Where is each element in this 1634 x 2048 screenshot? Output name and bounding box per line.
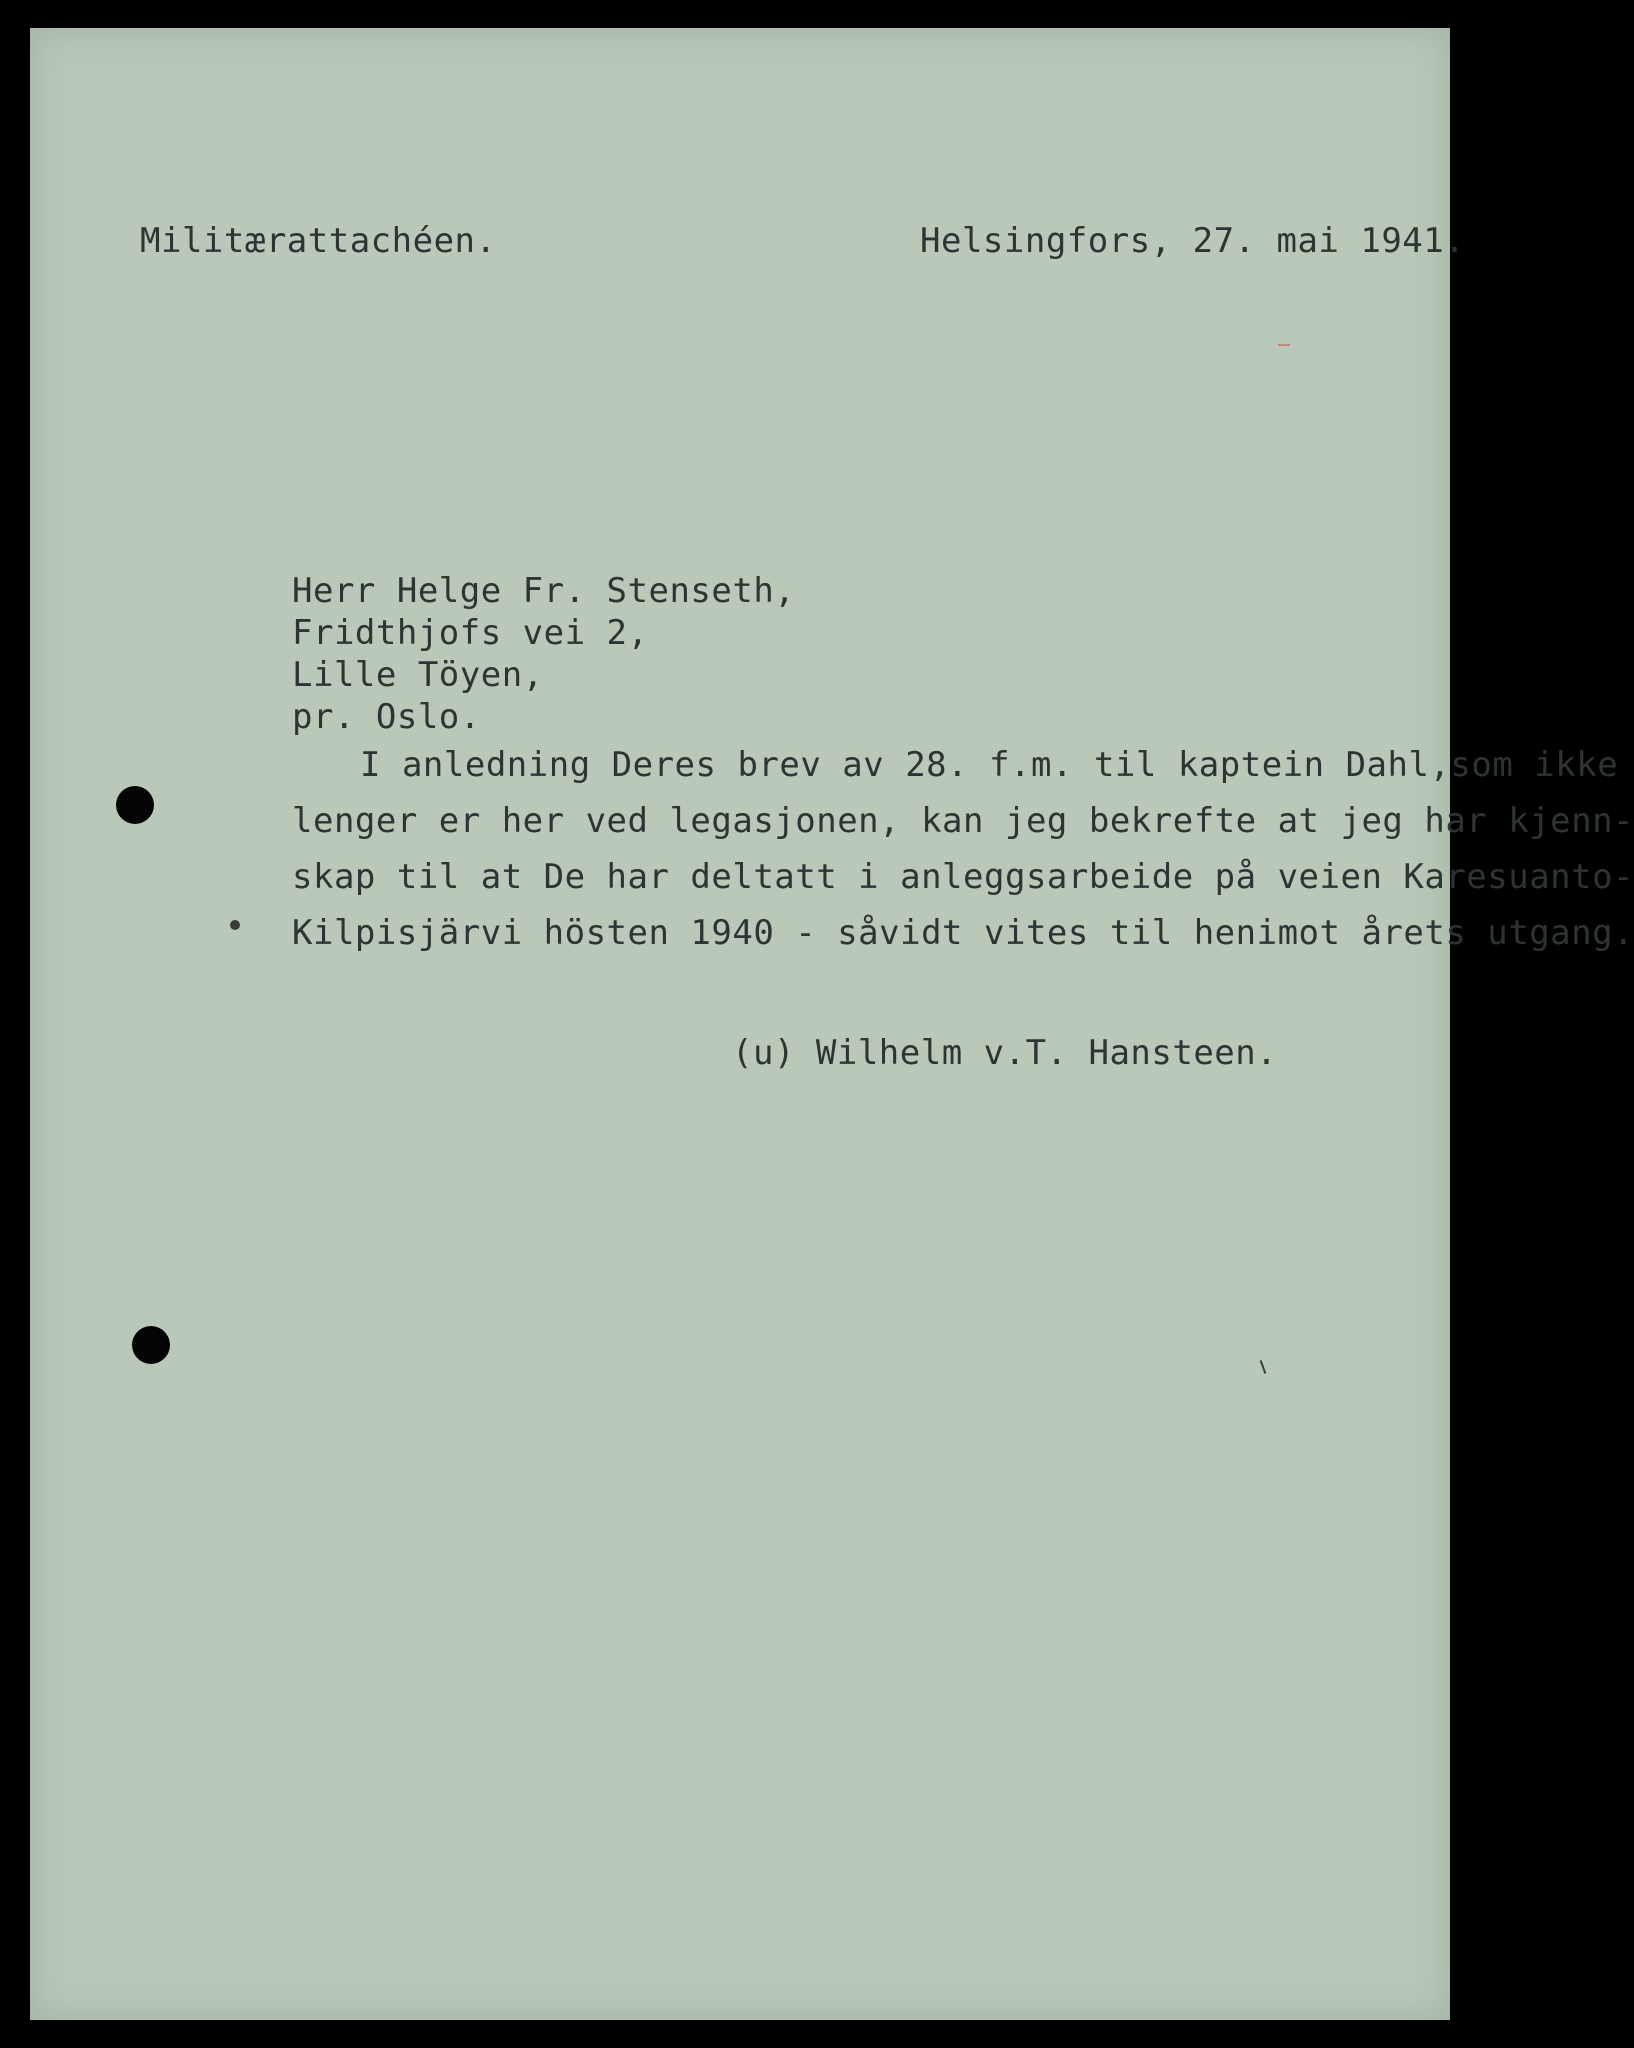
body-line: Kilpisjärvi hösten 1940 - såvidt vites til henimot årets utgang. <box>292 913 1634 953</box>
body-line: skap til at De har deltatt i anleggsarbeide på veien Karesuanto- <box>292 857 1634 897</box>
body-line: lenger er her ved legasjonen, kan jeg bekrefte at jeg har kjenn- <box>292 801 1634 841</box>
ink-speck <box>1260 1360 1267 1374</box>
signature-line: (u) Wilhelm v.T. Hansteen. <box>732 1033 1278 1073</box>
address-line-city: pr. Oslo. <box>292 697 481 737</box>
address-line-name: Herr Helge Fr. Stenseth, <box>292 571 796 611</box>
ink-speck <box>1278 344 1290 346</box>
body-line: I anledning Deres brev av 28. f.m. til kaptein Dahl,som ikke <box>360 745 1619 785</box>
address-line-street: Fridthjofs vei 2, <box>292 613 649 653</box>
punch-hole-top <box>116 786 154 824</box>
letter-page <box>30 28 1634 2020</box>
address-line-district: Lille Töyen, <box>292 655 544 695</box>
place-date-line: Helsingfors, 27. mai 1941. <box>920 221 1466 261</box>
punch-hole-bottom <box>132 1326 170 1364</box>
sender-line: Militærattachéen. <box>140 221 497 261</box>
ink-speck <box>230 920 240 930</box>
